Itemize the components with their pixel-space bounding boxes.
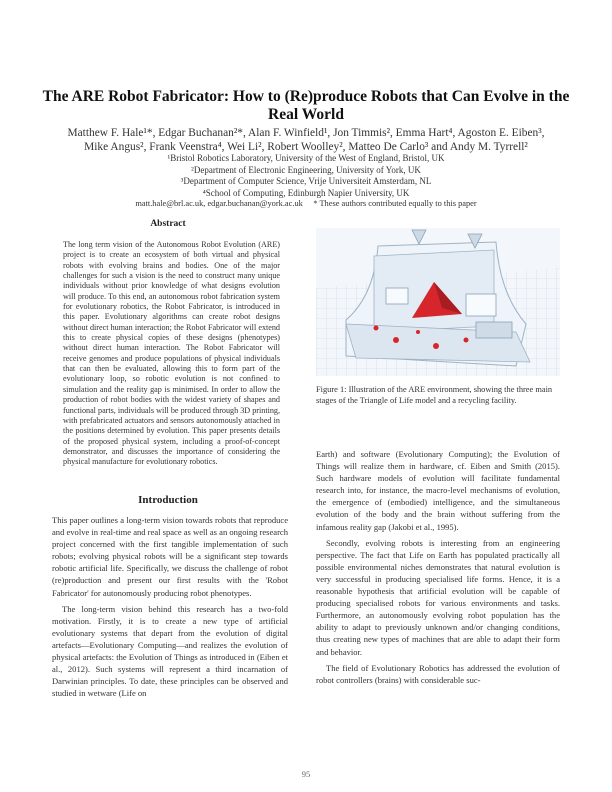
right-paragraph-3: The field of Evolutionary Robotics has addressed the evolution of robot controllers (brains) with considerable suc-	[316, 662, 560, 685]
author-emails: matt.hale@brl.ac.uk, edgar.buchanan@york.ac.uk	[135, 199, 303, 208]
affiliation-2: ²Department of Electronic Engineering, University of York, UK	[191, 164, 421, 175]
authors-line-2: Mike Angus², Frank Veenstra⁴, Wei Li², Robert Woolley², Matteo De Carlo³ and Andy M. Tyrrell²	[84, 141, 528, 153]
right-paragraph-1: Earth) and software (Evolutionary Computing); the Evolution of Things will realize them in hardware, cf. Eiben and Smith (2015). Such hardware models of evolution will facilitate fundamental research into, for instance, the macro-level mechanisms of evolution, the emergence of (embodied) intelligence, and the simultaneous evolution of the body and the brain without suffering from the infamous reality gap (Jakobi et al., 1995).	[316, 449, 560, 532]
abstract-heading: Abstract	[150, 219, 186, 229]
affiliation-4: ⁴School of Computing, Edinburgh Napier University, UK	[202, 187, 410, 198]
affiliations	[60, 153, 552, 199]
introduction-heading: Introduction	[138, 494, 198, 506]
left-column-body	[52, 514, 288, 699]
authors-line-1: Matthew F. Hale¹*, Edgar Buchanan²*, Alan F. Winfield¹, Jon Timmis², Emma Hart⁴, Agoston E. Eiben³,	[67, 127, 545, 139]
author-list	[30, 126, 582, 154]
are-environment-figure	[316, 228, 560, 376]
affiliation-1: ¹Bristol Robotics Laboratory, University of the West of England, Bristol, UK	[167, 153, 445, 163]
equal-contribution-note: * These authors contributed equally to this paper	[313, 199, 477, 208]
contact-line	[60, 199, 552, 209]
page-number: 95	[301, 769, 311, 779]
intro-paragraph-1: This paper outlines a long-term vision towards robots that reproduce and evolve in real-time and real space as well as an ongoing research project concerned with the first tangible implementation of such robots; evolving physical robots will be a significant step towards robotic artificial life. Specifically, we discuss the challenge of robot (re)production and present our first results with the 'Robot Fabricator' for autonomously producing robot phenotypes.	[52, 515, 288, 598]
abstract-body	[63, 240, 280, 468]
intro-paragraph-2: The long-term vision behind this research has a two-fold motivation. Firstly, it is to create a new type of artificial evolutionary systems that depart from the evolution of digital artefacts—Evolutionary Computing—and realizes the evolution of physical artefacts: the Evolution of Things as introduced in (Eiben et al., 2012). Such systems will represent a third incarnation of Darwinian principles. To date, these principles can be observed and studied in wetware (Life on	[52, 603, 288, 699]
right-column-body	[316, 448, 560, 686]
figure-1-caption: Figure 1: Illustration of the ARE environment, showing the three main stages of the Triangle of Life model and a recycling facility.	[316, 385, 553, 405]
right-paragraph-2: Secondly, evolving robots is interesting from an engineering perspective. The fact that Life on Earth has populated practically all possible environmental niches demonstrates that natural evolution is very successful in producing specialised life forms. Hence, it is a reasonable hypothesis that artificial evolution will be capable of producing specialised robots for various environments and tasks. Furthermore, an autonomously evolving robot population has the ability to adapt to previously unknown and/or changing conditions, thus creating new types of machines that are able to adapt their form and behavior.	[316, 537, 560, 657]
are-environment-illustration	[316, 228, 560, 376]
abstract-text: The long term vision of the Autonomous Robot Evolution (ARE) project is to create an ecosystem of both virtual and physical robots with evolving brains and bodies. One of the major challenges for such a vision is the need to construct many unique individuals without prior knowledge of what designs evolution will produce. To this end, an autonomous robot fabrication system for evolutionary robotics, the Robot Fabricator, is introduced in this paper. Evolutionary algorithms can create robot designs without direct human interaction; the Robot Fabricator will extend this to create physical copies of these designs (phenotypes) without direct human interaction. The Robot Fabricator will receive genomes and produce populations of physical individuals that can then be evaluated, allowing this to form part of the evolutionary loop, so robotic evolution is not confined to simulation and the reality gap is minimised. In order to allow the production of robot bodies with the widest variety of shapes and functional parts, individuals will be produced through 3D printing, with prefabricated actuators and sensors autonomously attached in the positions determined by evolution. This paper presents details of the proposed physical system, including a proof-of-concept demonstrator, and discusses the importance of considering the physical manufacture for evolutionary robotics.	[63, 240, 280, 467]
paper-title: The ARE Robot Fabricator: How to (Re)produce Robots that Can Evolve in the Real World	[42, 88, 570, 123]
affiliation-3: ³Department of Computer Science, Vrije Universiteit Amsterdam, NL	[180, 176, 432, 186]
